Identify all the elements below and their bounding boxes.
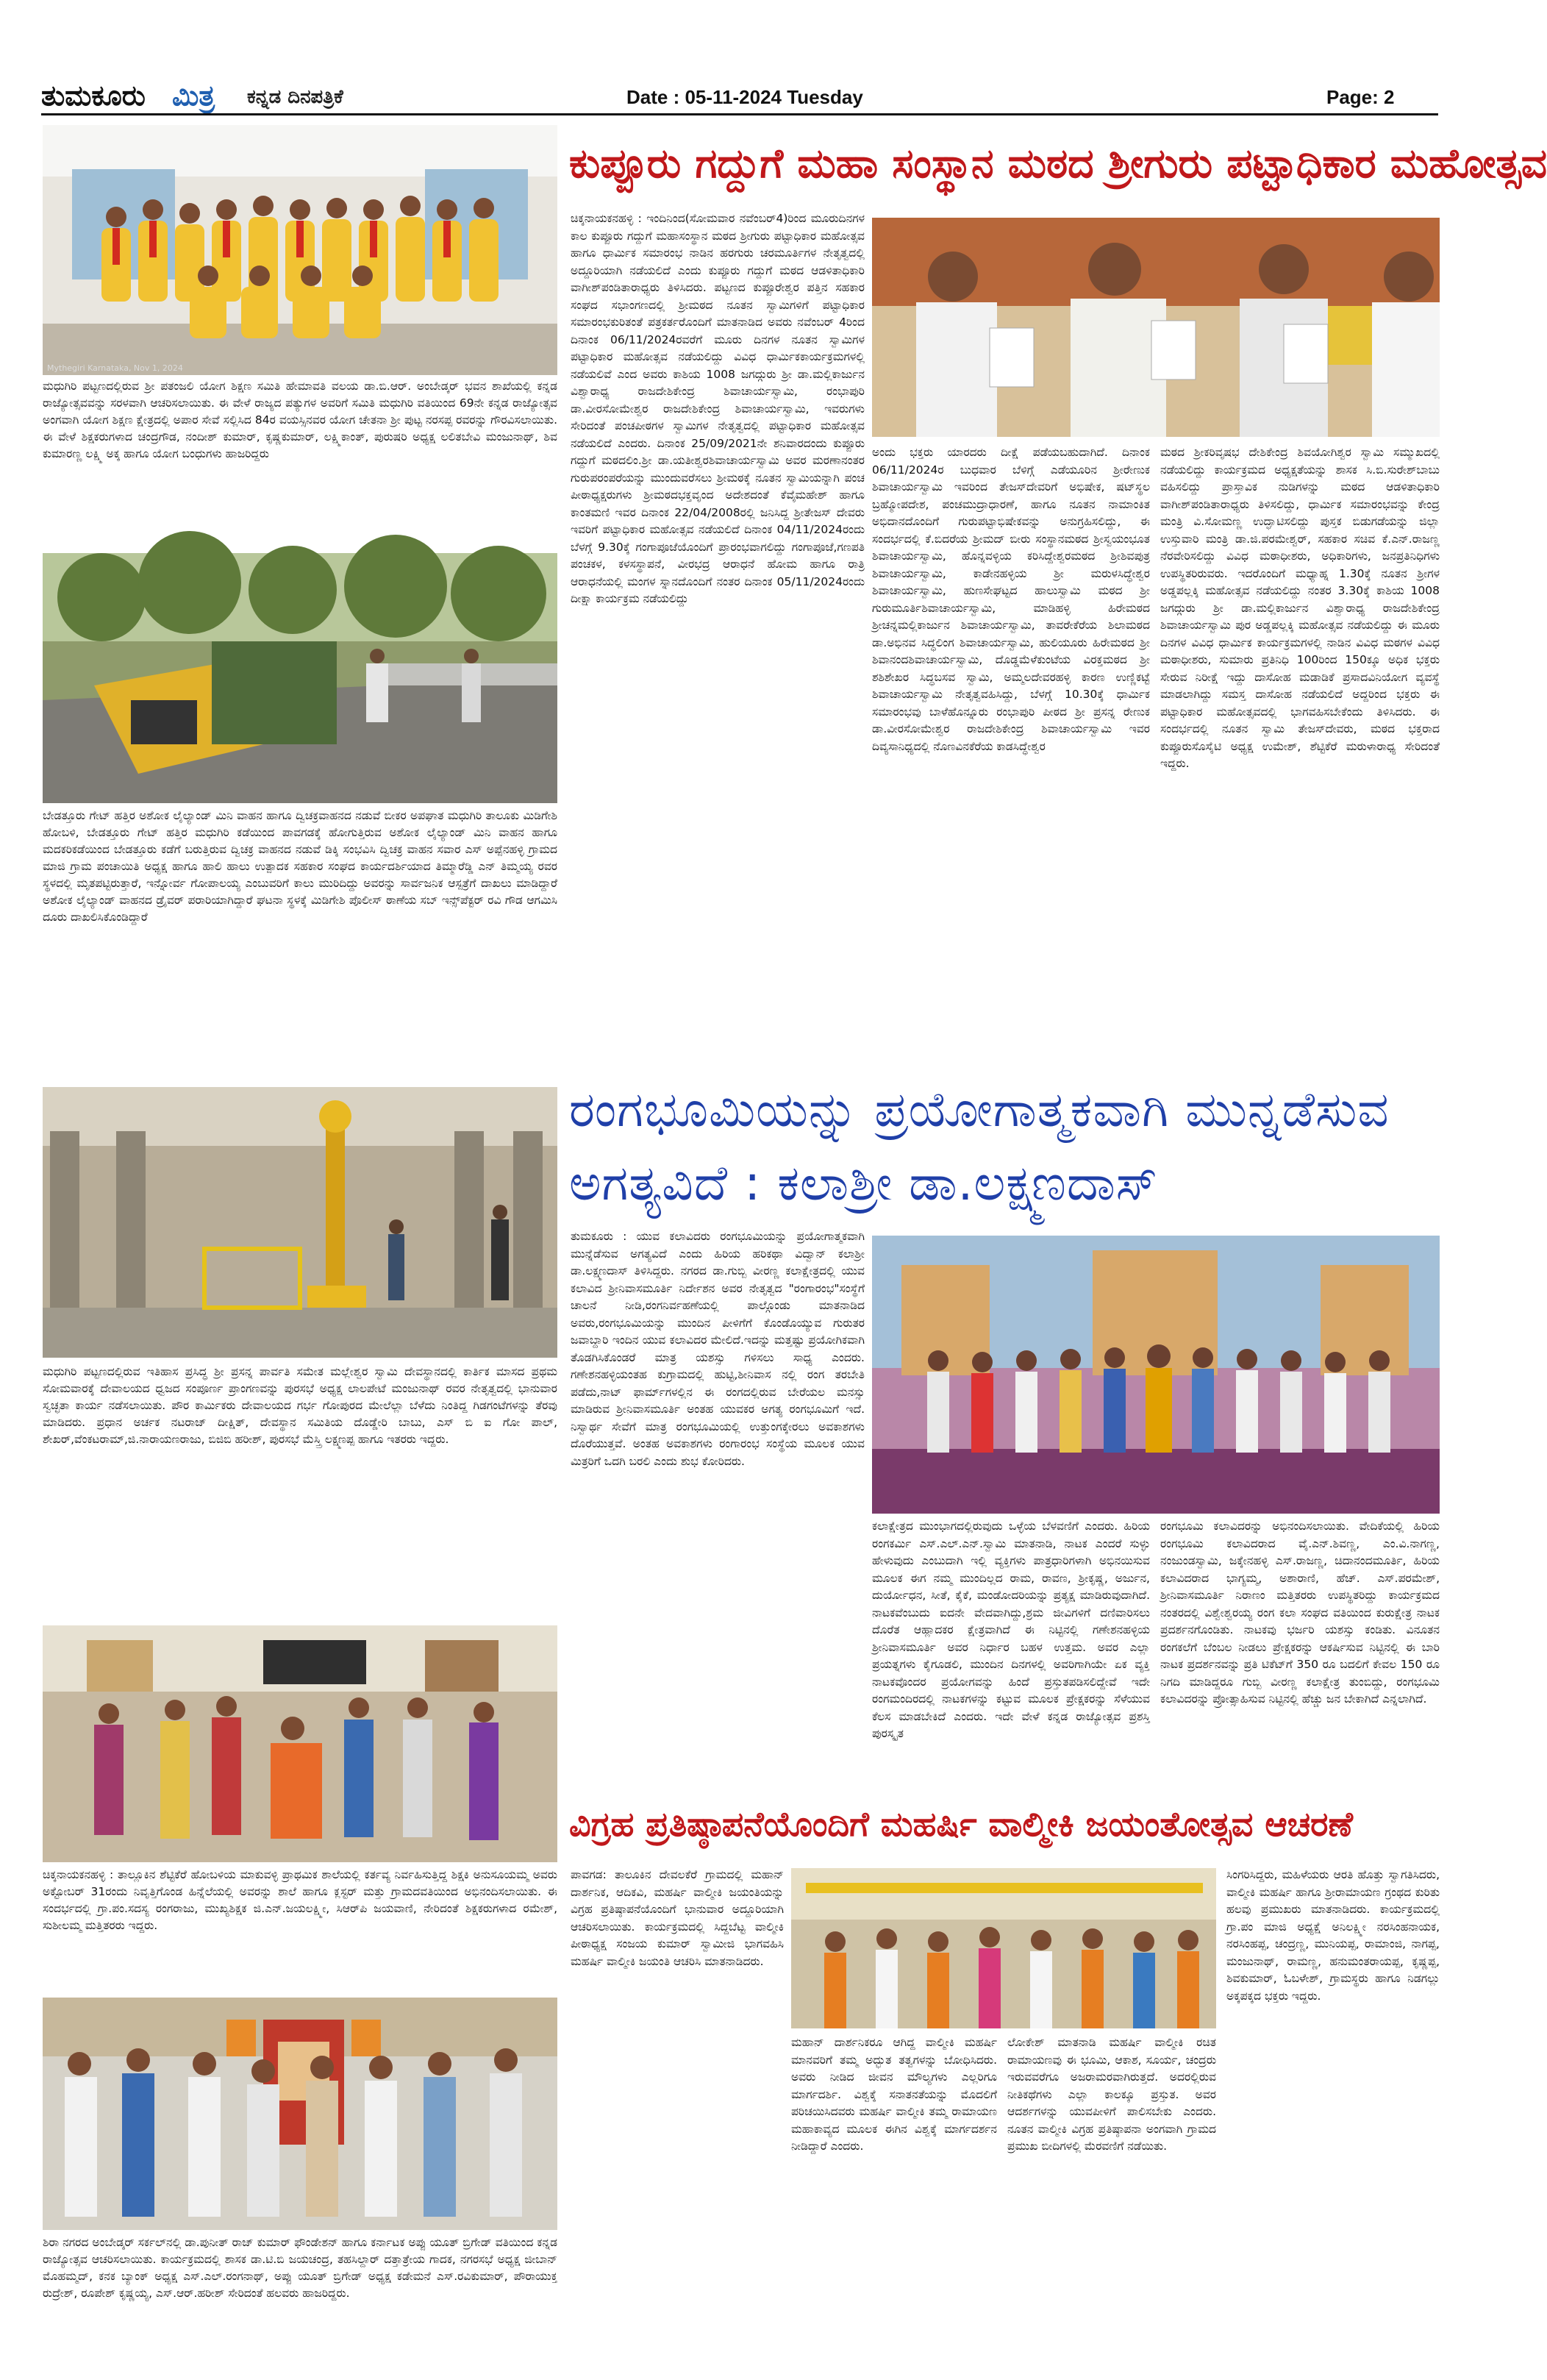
masthead-logo-tumakuru: ತುಮಕೂರು bbox=[41, 79, 146, 112]
article-valmiki-col4: ಸಿಂಗರಿಸಿದ್ದರು, ಮಹಿಳೆಯರು ಆರತಿ ಹೊತ್ತು ಸ್ವಾಗತಿಸಿದರು, ವಾಲ್ಮೀಕಿ ಮಹರ್ಷಿ ಹಾಗೂ ಶ್ರೀರಾಮಾಯಣ ಗ್ರಂಥದ ಕುರಿತು ಹಲವು ಪ್ರಮುಖರು ಮಾತನಾಡಿದರು. ಕಾರ್ಯಕ್ರಮದಲ್ಲಿ ಗ್ರಾ.ಪಂ ಮಾಜಿ ಅಧ್ಯಕ್ಷೆ ಅನಿಲಕ್ಷ್ಮೀ ನರಸಿಂಹನಾಯಕ, ನರಸಿಂಹಪ್ಪ, ಚಂದ್ರಣ್ಣ, ಮುನಿಯಪ್ಪ, ರಾಮಾಂಜಿ, ನಾಗಪ್ಪ, ಮಂಜುನಾಥ್, ರಾಮಣ್ಣ, ಹನುಮಂತರಾಯಪ್ಪ, ಕೃಷ್ಣಪ್ಪ, ಶಿವಕುಮಾರ್, ಓಬಳೇಶ್, ಗ್ರಾಮಸ್ಥರು ಹಾಗೂ ನಿಡಗಲ್ಲು ಅಕ್ಕಪಕ್ಕದ ಭಕ್ತರು ಇದ್ದರು. bbox=[1226, 1868, 1440, 2003]
caption-appu-brigade: ಶಿರಾ ನಗರದ ಅಂಬೇಡ್ಕರ್ ಸರ್ಕಲ್‌ನಲ್ಲಿ ಡಾ.ಪುನೀತ್ ರಾಜ್ ಕುಮಾರ್ ಫೌಂಡೇಶನ್ ಹಾಗೂ ಕರ್ನಾಟಕ ಅಪ್ಪು ಯೂತ್ ಬ್ರಿಗೇಡ್ ವತಿಯಿಂದ ಕನ್ನಡ ರಾಜ್ಯೋತ್ಸವ ಆಚರಿಸಲಾಯಿತು. ಕಾರ್ಯಕ್ರಮದಲ್ಲಿ ಶಾಸಕ ಡಾ.ಟಿ.ಬಿ ಜಯಚಂದ್ರ, ತಹಸಿಲ್ದಾರ್ ದತ್ತಾತ್ರೇಯ ಗಾದಕ, ನಗರಸಭೆ ಅಧ್ಯಕ್ಷ ಜೀಬಾನ್ ಮೊಹಮ್ಮದ್, ಕನಕ ಬ್ಯಾಂಕ್ ಅಧ್ಯಕ್ಷ ಎಸ್.ಎಲ್.ರಂಗನಾಥ್, ಅಪ್ಪು ಯೂತ್ ಬ್ರಿಗೇಡ್ ಅಧ್ಯಕ್ಷ ಕಡೇಮನೆ ಎಸ್.ರವಿಕುಮಾರ್, ಪೌರಾಯುಕ್ತ ರುದ್ರೇಶ್, ರೂಪೇಶ್ ಕೃಷ್ಣಯ್ಯ, ಎಸ್.ಆರ್.ಹರೀಶ್ ಸೇರಿದಂತೆ ಹಲವರು ಹಾಜರಿದ್ದರು. bbox=[43, 2236, 557, 2300]
article-valmiki-col1: ಪಾವಗಡ: ತಾಲೂಕಿನ ದೇವಲಕೆರೆ ಗ್ರಾಮದಲ್ಲಿ ಮಹಾನ್ ದಾರ್ಶನಿಕ, ಆದಿಕವಿ, ಮಹರ್ಷಿ ವಾಲ್ಮೀಕಿ ಜಯಂತಿಯನ್ನು ವಿಗ್ರಹ ಪ್ರತಿಷ್ಠಾಪನೆಯೊಂದಿಗೆ ಭಾನುವಾರ ಅದ್ದೂರಿಯಾಗಿ ಆಚರಿಸಲಾಯಿತು. ಕಾರ್ಯಕ್ರಮದಲ್ಲಿ ಸಿದ್ದಬೆಟ್ಟ ವಾಲ್ಮೀಕಿ ಪೀಠಾಧ್ಯಕ್ಷ ಸಂಜಯ ಕುಮಾರ್ ಸ್ವಾಮೀಜಿ ಭಾಗವಹಿಸಿ ಮಹರ್ಷಿ ವಾಲ್ಮೀಕಿ ಜಯಂತಿ ಆಚರಿಸಿ ಮಾತನಾಡಿದರು. bbox=[571, 1868, 784, 1968]
photo-temple-cleaning bbox=[43, 1087, 557, 1358]
headline-rangabhoomi-line2: ಅಗತ್ಯವಿದೆ : ಕಲಾಶ್ರೀ ಡಾ.ಲಕ್ಷ್ಮಣದಾಸ್ bbox=[569, 1155, 1159, 1211]
photo-appu-brigade bbox=[43, 1998, 557, 2230]
article-rangabhoomi-intro: ತುಮಕೂರು : ಯುವ ಕಲಾವಿದರು ರಂಗಭೂಮಿಯನ್ನು ಪ್ರಯೋಗಾತ್ಮಕವಾಗಿ ಮುನ್ನೆಡೆಸುವ ಅಗತ್ಯವಿದೆ ಎಂದು ಹಿರಿಯ ಹರಿಕಥಾ ವಿದ್ವಾನ್ ಕಲಾಶ್ರೀ ಡಾ.ಲಕ್ಷ್ಮಣದಾಸ್ ತಿಳಿಸಿದ್ದರು. ನಗರದ ಡಾ.ಗುಬ್ಬಿ ವೀರಣ್ಣ ಕಲಾಕ್ಷೇತ್ರದಲ್ಲಿ ಯುವ ಕಲಾವಿದ ಶ್ರೀನಿವಾಸಮೂರ್ತಿ ನಿರ್ದೇಶನ ಅವರ ನೇತೃತ್ವದ "ರಂಗಾರಂಭ"ಸಂಸ್ಥೆಗೆ ಚಾಲನೆ ನೀಡಿ,ರಂಗನಿರ್ವಹಣೆಯಲ್ಲಿ ಪಾಲ್ಗೊಂಡು ಮಾತನಾಡಿದ ಅವರು,ರಂಗಭೂಮಿಯನ್ನು ಮುಂದಿನ ಪೀಳಿಗೆಗೆ ಕೊಂಡೊಯ್ಯುವ ಗುರುತರ ಜವಾಬ್ದಾರಿ ಇಂದಿನ ಯುವ ಕಲಾವಿದರ ಮೇಲಿದೆ.ಇದನ್ನು ಮತ್ತಷ್ಟು ಪ್ರಯೋಗಿಕವಾಗಿ ತೊಡಗಿಸಿಕೊಂಡರೆ ಮಾತ್ರ ಯಶಸ್ಸು ಗಳಿಸಲು ಸಾಧ್ಯ ಎಂದರು. ಗಣೇಶನಹಳ್ಳಿಯಂತಹ ಕುಗ್ರಾಮದಲ್ಲಿ ಹುಟ್ಟಿ,ಶೀನಿವಾಸ ನಲ್ಲಿ ರಂಗ ತರಬೇತಿ ಪಡೆದು,ನಾಟ್ ಫಾರ್ಮ್‌ಗಳಲ್ಲಿನ ಈ ರಂಗದಲ್ಲಿರುವ ಬೇರೆಯಲ ಮನಸ್ಸು ಮಾಡಿರುವ ಶ್ರೀನಿವಾಸಮೂರ್ತಿ ಅಂತಹ ಯುವಕರ ಅಗತ್ಯ ರಂಗಭೂಮಿಗೆ ಇದೆ. ನಿಸ್ವಾರ್ಥ ಸೇವೆಗೆ ಮಾತ್ರ ರಂಗಭೂಮಿಯಲ್ಲಿ ಉತ್ತುಂಗಕ್ಕೇರಲು ಅವಕಾಶಗಳು ದೊರೆಯುತ್ತವೆ. ಅಂತಹ ಅವಕಾಶಗಳು ರಂಗಾರಂಭ ಸಂಸ್ಥೆಯ ಮೂಲಕ ಯುವ ಮಿತ್ರರಿಗೆ ಒದಗಿ ಬರಲಿ ಎಂದು ಶುಭ ಕೋರಿದರು. bbox=[571, 1230, 865, 1468]
page-number: Page: 2 bbox=[1326, 86, 1395, 108]
caption-yoga: ಮಧುಗಿರಿ ಪಟ್ಟಣದಲ್ಲಿರುವ ಶ್ರೀ ಪತಂಜಲಿ ಯೋಗ ಶಿಕ್ಷಣ ಸಮಿತಿ ಹೇಮಾವತಿ ವಲಯ ಡಾ.ಬಿ.ಆರ್. ಅಂಬೇಡ್ಕರ್ ಭವನ ಶಾಖೆಯಲ್ಲಿ ಕನ್ನಡ ರಾಜ್ಯೋತ್ಸವವನ್ನು ಸರಳವಾಗಿ ಆಚರಿಸಲಾಯಿತು. ಈ ವೇಳೆ ರಾಜ್ಯದ ಪತ್ಯುಗಳ ಅವರಿಗೆ ಸಮಿತಿ ಮಧುಗಿರಿ ವತಿಯಿಂದ 69ನೇ ಕನ್ನಡ ರಾಜ್ಯೋತ್ಸವ ಅಂಗವಾಗಿ ಯೋಗ ಶಿಕ್ಷಣ ಕ್ಷೇತ್ರದಲ್ಲಿ ಅಪಾರ ಸೇವೆ ಸಲ್ಲಿಸಿದ 84ರ ವಯಸ್ಸಿನವರ ಯೋಗ ಚೇತನಾ ಶ್ರೀ ಪುಟ್ಟ ನರಸಪ್ಪ ರವರನ್ನು ಗೌರವಿಸಲಾಯಿತು. ಈ ವೇಳೆ ಶಿಕ್ಷಕರುಗಳಾದ ಚಂದ್ರಗೌಡ, ನಂದೀಶ್ ಕುಮಾರ್, ಕೃಷ್ಣಕುಮಾರ್, ಲಕ್ಷ್ಮಿಕಾಂತ್, ಪುರುಷರಿ ಅಧ್ಯಕ್ಷ ಲಲಿತಬೇವಿ ಮಂಜುನಾಥ್, ಶಿವ ಕುಮಾರಣ್ಣ ಲಕ್ಷ್ಮಿ ಅಕ್ಕ ಹಾಗೂ ಯೋಗ ಬಂಧುಗಳು ಹಾಜರಿದ್ದರು bbox=[43, 380, 557, 460]
photo-valmiki-procession bbox=[791, 1868, 1216, 2028]
article-valmiki-col2: ಮಹಾನ್ ದಾರ್ಶನಿಕರೂ ಆಗಿದ್ದ ವಾಲ್ಮೀಕಿ ಮಹರ್ಷಿ ಮಾನವರಿಗೆ ತಮ್ಮ ಅದ್ಭುತ ತತ್ವಗಳನ್ನು ಬೋಧಿಸಿದರು. ಅವರು ನೀಡಿದ ಜೀವನ ಮೌಲ್ಯಗಳು ಎಲ್ಲರಿಗೂ ಮಾರ್ಗದರ್ಶಿ. ವಿಶ್ವಕ್ಕೆ ಸನಾತನತೆಯನ್ನು ಮೊದಲಿಗೆ ಪರಿಚಯಿಸಿದವರು ಮಹರ್ಷಿ ವಾಲ್ಮೀಕಿ ತಮ್ಮ ರಾಮಾಯಣ ಮಹಾಕಾವ್ಯದ ಮೂಲಕ ಈಗಿನ ವಿಶ್ವಕ್ಕೆ ಮಾರ್ಗದರ್ಶನ ನೀಡಿದ್ದಾರೆ ಎಂದರು. bbox=[791, 2036, 997, 2153]
photo-watermark: Mythegiri Karnataka, Nov 1, 2024 bbox=[47, 363, 183, 373]
masthead-tagline: ಕನ್ನಡ ದಿನಪತ್ರಿಕೆ bbox=[247, 86, 343, 108]
article-rangabhoomi-right: ರಂಗಭೂಮಿ ಕಲಾವಿದರನ್ನು ಅಭಿನಂದಿಸಲಾಯಿತು. ವೇದಿಕೆಯಲ್ಲಿ ಹಿರಿಯ ರಂಗಭೂಮಿ ಕಲಾವಿದರಾದ ವೈ.ಎನ್.ಶಿವಣ್ಣ, ಎಂ.ವಿ.ನಾಗಣ್ಣ, ನಂಜುಂಡಸ್ವಾಮಿ, ಜಕ್ಕೇನಹಳ್ಳಿ ಎಸ್.ರಾಜಣ್ಣ, ಚಿದಾನಂದಮೂರ್ತಿ, ಹಿರಿಯ ಕಲಾವಿದರಾದ ಭಾಗ್ಯಮ್ಮ, ಅಶಾರಾಣಿ, ಹೆಚ್. ಎಸ್.ಪರಮೇಶ್, ಶ್ರೀನಿವಾಸಮೂರ್ತಿ ನಿರಾಣಂ ಮತ್ತಿತರರು ಉಪಸ್ಥಿತರಿದ್ದು ಕಾರ್ಯಕ್ರಮದ ನಂತರದಲ್ಲಿ ವಿಶ್ವೇಶ್ವರಯ್ಯ ರಂಗ ಕಲಾ ಸಂಘದ ವತಿಯಿಂದ ಕುರುಕ್ಷೇತ್ರ ನಾಟಕ ಪ್ರದರ್ಶನಗೊಂಡಿತು. ನಾಟಕವು ಭರ್ಜರಿ ಯಶಸ್ಸು ಕಂಡಿತು. ವಿನೂತನ ರಂಗಕಲೆಗೆ ಬೆಂಬಲ ನೀಡಲು ಪ್ರೇಕ್ಷಕರನ್ನು ಆಕರ್ಷಿಸುವ ನಿಟ್ಟಿನಲ್ಲಿ ಈ ಬಾರಿ ನಾಟಕ ಪ್ರದರ್ಶನವನ್ನು ಪ್ರತಿ ಟಿಕೆಟ್‌ಗೆ 350 ರೂ ಬದಲಿಗೆ ಕೇವಲ 150 ರೂ ನಿಗದಿ ಮಾಡಿದ್ದರೂ ಗುಬ್ಬಿ ವೀರಣ್ಣ ಕಲಾಕ್ಷೇತ್ರ ತುಂಬಿದ್ದು, ರಂಗಭೂಮಿ ಕಲಾವಿದರನ್ನು ಪ್ರೋತ್ಸಾಹಿಸುವ ನಿಟ್ಟಿನಲ್ಲಿ ಹೆಚ್ಚು ಜನ ಬೇಕಾಗಿದೆ ಎನ್ನಲಾಗಿದೆ. bbox=[1160, 1519, 1440, 1706]
article-kuppur-col1: ಚಿಕ್ಕನಾಯಕನಹಳ್ಳಿ : ಇಂದಿನಿಂದ(ಸೋಮವಾರ ನವೆಂಬರ್4)ರಿಂದ ಮೂರುದಿನಗಳ ಕಾಲ ಕುಪ್ಪೂರು ಗದ್ದುಗೆ ಮಹಾಸಂಸ್ಥಾನ ಮಠದ ಶ್ರೀಗುರು ಪಟ್ಟಾಧಿಕಾರ ಮಹೋತ್ಸವ ಹಾಗೂ ಧಾರ್ಮಿಕ ಸಮಾರಂಭ ನಾಡಿನ ಹರಗುರು ಚರಮೂರ್ತಿಗಳ ನೇತೃತ್ವದಲ್ಲಿ ಅದ್ದೂರಿಯಾಗಿ ನಡೆಯಲಿದೆ ಎಂದು ಕುಪ್ಪೂರು ಗದ್ದುಗೆ ಮಠದ ಆಡಳಿತಾಧಿಕಾರಿ ವಾಗೀಶ್‌ಪಂಡಿತಾರಾಧ್ಯರು ತಿಳಿಸಿದರು. ಪಟ್ಟಣದ ಕುಪ್ಪೂರೇಶ್ವರ ಪತ್ತಿನ ಸಹಕಾರ ಸಂಘದ ಸಭಾಂಗಣದಲ್ಲಿ ಶ್ರೀಮಠದ ನೂತನ ಸ್ವಾಮಿಗಳಿಗೆ ಪಟ್ಟಾಧಿಕಾರ ಸಮಾರಂಭಕುರಿತಂತೆ ಪತ್ರಕರ್ತರೊಂದಿಗೆ ಮಾತನಾಡಿದ ಅವರು ನವೆಂಬರ್ 4ರಿಂದ ದಿನಾಂಕ 06/11/2024ರವರೆಗೆ ಮೂರು ದಿನಗಳ ನೂತನ ಸ್ವಾಮಿಗಳ ಪಟ್ಟಾಧಿಕಾರ ಮಹೋತ್ಸವ ನಡೆಯಲಿದ್ದು ವಿವಿಧ ಧಾರ್ಮಿಕಕಾರ್ಯಕ್ರಮಗಳಲ್ಲಿ ನಡೆಯಲಿವೆ ಎಂದ ಅವರು ಕಾಶಿಯ 1008 ಜಗದ್ಗುರು ಶ್ರೀ ಡಾ.ಮಲ್ಲಿಕಾರ್ಜುನ ವಿಶ್ವಾರಾಧ್ಯ ರಾಜದೇಶಿಕೇಂದ್ರ ಶಿವಾಚಾರ್ಯಸ್ವಾಮಿ, ರಂಭಾಪುರಿ ಡಾ.ವೀರಸೋಮೇಶ್ವರ ರಾಜದೇಶಿಕೇಂದ್ರ ಶಿವಾಚಾರ್ಯಸ್ವಾಮಿ, ಇವರುಗಳು ಸೇರಿದಂತೆ ಪಂಚಪೀಠಗಳ ಸ್ವಾಮಿಗಳ ನೇತೃತ್ವದಲ್ಲಿ ಪಟ್ಟಾಧಿಕಾರ ಮಹೋತ್ಸವ ನಡೆಯಲಿದೆ ಎಂದರು. ದಿನಾಂಕ 25/09/2021ನೇ ಶನಿವಾರದಂದು ಕುಪ್ಪೂರು ಗದ್ದುಗೆ ಮಠದಲಿಂ.ಶ್ರೀ ಡಾ.ಯತೀಶ್ವರಶಿವಾಚಾರ್ಯಸ್ವಾಮಿ ಅವರ ಮರಣಾನಂತರ ಗುರುಪರಂಪರೆಯನ್ನು ಮುಂದುವರೆಸಲು ಶ್ರೀಮಠಕ್ಕೆ ನೂತನ ಸ್ವಾಮಿಯನ್ನಾಗಿ ಪಂಚ ಪೀಠಾಧ್ಯಕ್ಷರುಗಳು ಶ್ರೀಮಠದಭಕ್ತವೃಂದ ಅದೇಶದಂತೆ ಕೆವೈಮಹೇಶ್ ಹಾಗೂ ಕಾಂತಮಣಿ ಇವರ ದಿನಾಂಕ 22/04/2008ರಲ್ಲಿ ಜನಿಸಿದ್ದ ಶ್ರೀತೇಜಸ್ ದೇವರು ಇವರಿಗೆ ಪಟ್ಟಾಧಿಕಾರ ಮಹೋತ್ಸವ ನಡೆಯಲಿದೆ ದಿನಾಂಕ 04/11/2024ರಂದು ಬೆಳಗ್ಗೆ 9.30ಕ್ಕೆ ಗಂಗಾಪೂಜೆಯೊಂದಿಗೆ ಪ್ರಾರಂಭವಾಗಲಿದ್ದು ಗಂಗಾಪೂಜೆ,ಗಣಪತಿ ಪಂಚಕಳ, ಕಳಸಸ್ಥಾಪನೆ, ವೀರಭದ್ರ ಆರಾಧನೆ ಹೋಮ ಹಾಗೂ ರಾತ್ರಿ ಆರಾಧನೆಯಲ್ಲಿ ಮಂಗಳ ಸ್ನಾನದೊಂದಿಗೆ ನಂತರ ದಿನಾಂಕ 05/11/2024ರಂದು ದೀಕ್ಷಾ ಕಾರ್ಯಕ್ರಮ ನಡೆಯಲಿದ್ದು bbox=[571, 212, 865, 605]
issue-date: Date : 05-11-2024 Tuesday bbox=[626, 86, 863, 108]
caption-accident: ಬೇಡತ್ತೂರು ಗೇಟ್ ಹತ್ತಿರ ಅಶೋಕ ಲೈಲ್ಯಾಂಡ್ ಮಿನಿ ವಾಹನ ಹಾಗೂ ದ್ವಿಚಕ್ರವಾಹನದ ನಡುವೆ ಬೀಕರ ಅಪಘಾತ ಮಧುಗಿರಿ ತಾಲೂಕು ಮಿಡಿಗೇಶಿ ಹೋಬಳಿ, ಬೇಡತ್ತೂರು ಗೇಟ್ ಹತ್ತಿರ ಮಧುಗಿರಿ ಕಡೆಯಿಂದ ಪಾವಗಡಕ್ಕೆ ಹೋಗುತ್ತಿರುವ ಅಶೋಕ ಲೈಲ್ಯಾಂಡ್ ಮಿನಿ ವಾಹನ ಹಾಗೂ ಮದಕರಿಕಡೆಯಿಂದ ಬೇಡತ್ತೂರು ಕಡೆಗೆ ಬರುತ್ತಿರುವ ದ್ವಿಚಕ್ರ ವಾಹನದ ನಡುವೆ ಡಿಕ್ಕಿ ಸಂಭವಿಸಿ ದ್ವಿಚಕ್ರ ವಾಹನ ಸವಾರ ಎಸ್ ಅಪ್ಪೆನಹಳ್ಳಿ ಗ್ರಾಮದ ಮಾಜಿ ಗ್ರಾಮ ಪಂಚಾಯಿತಿ ಅಧ್ಯಕ್ಷ ಹಾಗೂ ಹಾಲಿ ಹಾಲು ಉತ್ಪಾದಕ ಸಹಕಾರ ಸಂಘದ ಕಾರ್ಯದರ್ಶಿಯಾದ ತಿಮ್ಮಾರೆಡ್ಡಿ ಎನ್ ತಿಮ್ಮಯ್ಯ ರವರ ಸ್ಥಳದಲ್ಲಿ ಮೃತಪಟ್ಟಿರುತ್ತಾರೆ, ಇನ್ನೋರ್ವ ಗೋಪಾಲಯ್ಯ ಎಂಬುವರಿಗೆ ಕಾಲು ಮುರಿದಿದ್ದು ಅವರನ್ನು ಸಾರ್ವಜನಿಕ ಆಸ್ಪತ್ರೆಗೆ ದಾಖಲು ಮಾಡಿದ್ದಾರೆ ಅಶೋಕ ಲೈಲ್ಯಾಂಡ್ ವಾಹನದ ಡ್ರೈವರ್ ಪರಾರಿಯಾಗಿದ್ದಾರೆ ಘಟನಾ ಸ್ಥಳಕ್ಕೆ ಮಿಡಿಗೇಶಿ ಪೊಲೀಸ್ ಠಾಣೆಯ ಸಬ್ ಇನ್ಸ್‌ಪೆಕ್ಟರ್ ರವಿ ಗೌಡ ಆಗಮಿಸಿ ದೂರು ದಾಖಲಿಸಿಕೊಂಡಿದ್ದಾರೆ bbox=[43, 809, 557, 924]
caption-teacher: ಚಿಕ್ಕನಾಯಕನಹಳ್ಳಿ : ತಾಲ್ಲೂಕಿನ ಶೆಟ್ಟಿಕೆರೆ ಹೋಬಳಿಯ ಮಾಕುವಳ್ಳಿ ಪ್ರಾಥಮಿಕ ಶಾಲೆಯಲ್ಲಿ ಕರ್ತವ್ಯ ನಿರ್ವಹಿಸುತ್ತಿದ್ದ ಶಿಕ್ಷಕಿ ಅನುಸೂಯಮ್ಮ ಅವರು ಅಕ್ಟೋಬರ್ 31ರಂದು ನಿವೃತ್ತಿಗೊಂಡ ಹಿನ್ನೆಲೆಯಲ್ಲಿ ಅವರನ್ನು ಶಾಲೆ ಹಾಗೂ ಕ್ಲಸ್ಟರ್ ಮತ್ತು ಗ್ರಾಮದವತಿಯಿಂದ ಅಭಿನಂದಿಸಲಾಯಿತು. ಈ ಸಂದರ್ಭದಲ್ಲಿ ಗ್ರಾ.ಪಂ.ಸದಸ್ಯ ರಂಗರಾಜು, ಮುಖ್ಯಶಿಕ್ಷಕ ಜಿ.ಎನ್.ಜಯಲಕ್ಷ್ಮೀ, ಸಿಆರ್‌ಪಿ ಜಯವಾಣಿ, ನೇರಿದಂತೆ ಶಿಕ್ಷಕರುಗಳಾದ ರಮೇಶ್, ಸುಶೀಲಮ್ಮ ಮತ್ತಿತರರು ಇದ್ದರು. bbox=[43, 1868, 557, 1932]
photo-accident bbox=[43, 553, 557, 803]
article-kuppur-col3: ಮಠದ ಶ್ರೀಕರಿವೃಷಭ ದೇಶಿಕೇಂದ್ರ ಶಿವಯೋಗಿಶ್ವರ ಸ್ವಾಮಿ ಸಮ್ಮುಖದಲ್ಲಿ ನಡೆಯಲಿದ್ದು ಕಾರ್ಯಕ್ರಮದ ಅಧ್ಯಕ್ಷತೆಯನ್ನು ಶಾಸಕ ಸಿ.ಬಿ.ಸುರೇಶ್‌ಬಾಬು ವಹಿಸಲಿದ್ದು ಪ್ರಾಸ್ತಾವಿಕ ನುಡಿಗಳನ್ನು ಮಠದ ಆಡಳಿತಾಧಿಕಾರಿ ವಾಗೀಶ್‌ಪಂಡಿತಾರಾಧ್ಯರು ತಿಳಿಸಲಿದ್ದು, ಧಾರ್ಮಿಕ ಸಮಾರಂಭವನ್ನು ಕೇಂದ್ರ ಮಂತ್ರಿ ವಿ.ಸೋಮಣ್ಣ ಉದ್ಘಾಟಿಸಲಿದ್ದು ಪುಸ್ತಕ ಬಿಡುಗಡೆಯನ್ನು ಜಿಲ್ಲಾ ಉಸ್ತುವಾರಿ ಮಂತ್ರಿ ಡಾ.ಜಿ.ಪರಮೇಶ್ವರ್, ಸಹಕಾರ ಸಚಿವ ಕೆ.ಎನ್.ರಾಜಣ್ಣ ನೆರವೇರಿಸಲಿದ್ದು ವಿವಿಧ ಮಠಾಧೀಶರು, ಅಧಿಕಾರಿಗಳು, ಜನಪ್ರತಿನಿಧಿಗಳು ಉಪಸ್ಥಿತರಿರುವರು. ಇದರೊಂದಿಗೆ ಮಧ್ಯಾಹ್ನ 1.30ಕ್ಕೆ ನೂತನ ಶ್ರೀಗಳ ಅಡ್ಡಪಲ್ಲಕ್ಕಿ ಮಹೋತ್ಸವ ನಡೆಯಲಿದ್ದು ನಂತರ 3.30ಕ್ಕೆ ಕಾಶಿಯ 1008 ಜಗದ್ಗುರು ಶ್ರೀ ಡಾ.ಮಲ್ಲಿಕಾರ್ಜುನ ವಿಶ್ವಾರಾಧ್ಯ ರಾಜದೇಶಿಕೇಂದ್ರ ಶಿವಾಚಾರ್ಯಸ್ವಾಮಿ ಪುರ ಅಡ್ಡಪಲ್ಲಕ್ಕಿ ಮಹೋತ್ಸವ ನಡೆಯಲಿದ್ದು ಈ ಮೂರು ದಿನಗಳ ವಿವಿಧ ಧಾರ್ಮಿಕ ಕಾರ್ಯಕ್ರಮಗಳಲ್ಲಿ ನಾಡಿನ ವಿವಿಧ ಮಠಗಳ ವಿವಿಧ ಮಠಾಧೀಶರು, ಸುಮಾರು ಪ್ರತಿನಿಧಿ 100ರಿಂದ 150ಕ್ಕೂ ಅಧಿಕ ಭಕ್ತರು ಸೇರುವ ನಿರೀಕ್ಷೆ ಇದ್ದು ದಾಸೋಹ ಮಡಾಡಿಕೆ ಪ್ರಸಾದವಿನಿಯೋಗ ವ್ಯವಸ್ಥೆ ಮಾಡಲಾಗಿದ್ದು ಸಮಸ್ತ ದಾಸೋಹ ನಡೆಯಲಿದೆ ಅದ್ದರಿಂದ ಭಕ್ತರು ಈ ಪಟ್ಟಾಧಿಕಾರ ಮಹೋತ್ಸವದಲ್ಲಿ ಭಾಗವಹಿಸಬೇಕೆಂದು ತಿಳಿಸಿದರು. ಈ ಸಂದರ್ಭದಲ್ಲಿ ನೂತನ ಸ್ವಾಮಿ ತೇಜಸ್‌ದೇವರು, ಮಠದ ಭಕ್ತರಾದ ಕುಪ್ಪೂರುಸೊಸೈಟಿ ಅಧ್ಯಕ್ಷ ಉಮೇಶ್, ಶೆಟ್ಟಿಕೆರೆ ಮರುಳಾರಾಧ್ಯ ಸೇರಿದಂತೆ ಇದ್ದರು. bbox=[1160, 446, 1440, 770]
photo-yoga-group bbox=[43, 125, 557, 375]
headline-valmiki-jayanti: ವಿಗ್ರಹ ಪ್ರತಿಷ್ಠಾಪನೆಯೊಂದಿಗೆ ಮಹರ್ಷಿ ವಾಲ್ಮೀಕಿ ಜಯಂತೋತ್ಸವ ಆಚರಣೆ bbox=[569, 1804, 1353, 1844]
caption-temple: ಮಧುಗಿರಿ ಪಟ್ಟಣದಲ್ಲಿರುವ ಇತಿಹಾಸ ಪ್ರಸಿದ್ಧ ಶ್ರೀ ಪ್ರಸನ್ನ ಪಾರ್ವತಿ ಸಮೇತ ಮಲ್ಲೇಶ್ವರ ಸ್ವಾಮಿ ದೇವಸ್ಥಾನದಲ್ಲಿ ಕಾರ್ತಿಕ ಮಾಸದ ಪ್ರಥಮ ಸೋಮವಾರಕ್ಕೆ ದೇವಾಲಯದ ಧ್ವಜದ ಸಂಪೂರ್ಣ ಪ್ರಾಂಗಣವನ್ನು ಪುರಸಭೆ ಅಧ್ಯಕ್ಷ ಲಾಲಪೇಟೆ ಮಂಜುನಾಥ್ ರವರ ನೇತೃತ್ವದಲ್ಲಿ ಭಾನುವಾರ ಸ್ವಚ್ಛತಾ ಕಾರ್ಯ ನಡೆಸಲಾಯಿತು. ಪೌರ ಕಾರ್ಮಿಕರು ದೇವಾಲಯದ ಗರ್ಭ ಗೋಪುರದ ಮೇಲೆಲ್ಲಾ ಬೆಳೆದು ನಿಂತಿದ್ದ ಗಿಡಗಂಟೆಗಳನ್ನು ತೆರವು ಮಾಡಿದರು. ಪ್ರಧಾನ ಅರ್ಚಕ ನಟರಾಜ್ ದೀಕ್ಷಿತ್, ದೇವಸ್ಥಾನ ಸಮಿತಿಯ ದೊಡ್ಡೇರಿ ಬಾಬು, ಎಸ್ ಬಿ ಐ ಗೋ ಪಾಲ್, ಶೇಖರ್,ವೆಂಕಟರಾಮ್,ಜಿ.ನಾರಾಯಣರಾಜು, ಬಿಜಿಬಿ ಹರೀಶ್, ಪುರಸಭೆ ಮೆಸ್ತ್ರಿ ಲಕ್ಷ್ಮಣಪ್ಪ ಹಾಗೂ ಇತರರು ಇದ್ದರು. bbox=[43, 1365, 557, 1446]
masthead-logo-mitra: ಮಿತ್ರ bbox=[172, 79, 215, 112]
photo-rangabhoomi-stage bbox=[872, 1236, 1440, 1514]
photo-kuppur-press-meet bbox=[872, 218, 1440, 437]
photo-teacher-retirement bbox=[43, 1625, 557, 1862]
masthead-rule bbox=[41, 113, 1438, 115]
article-kuppur-col2: ಅಂದು ಭಕ್ತರು ಯಾರದರು ದೀಕ್ಷೆ ಪಡೆಯಬಹುದಾಗಿದೆ. ದಿನಾಂಕ 06/11/2024ರ ಬುಧವಾರ ಬೆಳಿಗ್ಗೆ ಎಡೆಯೂರಿನ ಶ್ರೀರೇಣುಕ ಶಿವಾಚಾರ್ಯಸ್ವಾಮಿ ಇವರಿಂದ ತೇಜಸ್‌ದೇವರಿಗೆ ಅಭಿಷೇಕ, ಷಟ್‌ಸ್ಥಲ ಬ್ರಹ್ಮೋಪದೇಶ, ಪಂಚಮುದ್ರಾಧಾರಣೆ, ಹಾಗೂ ನೂತನ ನಾಮಾಂಕಿತ ಅಭಿದಾನದೊಂದಿಗೆ ಗುರುಪಟ್ಟಾಭಿಷೇಕವನ್ನು ಅನುಗ್ರಹಿಸಲಿದ್ದು, ಈ ಸಂದರ್ಭದಲ್ಲಿ ಕೆ.ಬಿದರೆಯ ಶ್ರೀಮದ್ ಬೀರು ಸಂಸ್ಥಾನಮಠದ ಶ್ರೀಸ್ವಯಂಭೂತ ಶಿವಾಚಾರ್ಯಸ್ವಾಮಿ, ಹೊನ್ನವಳ್ಳಿಯ ಕರಿಸಿದ್ದೇಶ್ವರಮಠದ ಶ್ರೀಶಿವಪುತ್ರ ಶಿವಾಚಾರ್ಯಸ್ವಾಮಿ, ಕಾಡೇನಹಳ್ಳಿಯ ಶ್ರೀ ಮರುಳಸಿದ್ಧೇಶ್ವರ ಶಿವಾಚಾರ್ಯಸ್ವಾಮಿ, ಹುಣಸೇಘಟ್ಟದ ಹಾಲುಸ್ವಾಮಿ ಮಠದ ಶ್ರೀ ಗುರುಮೂರ್ತಿಶಿವಾಚಾರ್ಯಸ್ವಾಮಿ, ಮಾಡಿಹಳ್ಳಿ ಹಿರೇಮಠದ ಶ್ರೀಚನ್ನಮಲ್ಲಿಕಾರ್ಜುನ ಶಿವಾಚಾರ್ಯಸ್ವಾಮಿ, ತಾವರೇಕೆರೆಯ ಶಿಲಾಮಠದ ಡಾ.ಅಭಿನವ ಸಿದ್ಧಲಿಂಗ ಶಿವಾಚಾರ್ಯಸ್ವಾಮಿ, ಹುಲಿಯೂರು ಹಿರೇಮಠದ ಶ್ರೀ ಶಿವಾನಂದಶಿವಾಚಾರ್ಯಸ್ವಾಮಿ, ದೊಡ್ಡಮೆಳೆಕುಂಟೆಯ ವಿರಕ್ತಮಠದ ಶ್ರೀ ಶಶಿಶೇಖರ ಸಿದ್ಧಬಸವ ಸ್ವಾಮಿ, ಅಮ್ಮಲದೇವರಹಳ್ಳಿ ಕಾರಣ ಉಣ್ಣಿಕಟ್ಟೆ ಶಿವಾಚಾರ್ಯಸ್ವಾಮಿ ನೇತೃತ್ವವಹಿಸಿದ್ದು, ಬೆಳಗ್ಗೆ 10.30ಕ್ಕೆ ಧಾರ್ಮಿಕ ಸಮಾರಂಭವು ಬಾಳೆಹೊನ್ನೂರು ರಂಭಾಪುರಿ ಪೀಠದ ಶ್ರೀ ಪ್ರಸನ್ನ ರೇಣುಕ ಡಾ.ವೀರಸೋಮೇಶ್ವರ ರಾಜದೇಶಿಕೇಂದ್ರ ಶಿವಾಚಾರ್ಯಸ್ವಾಮಿ ಇವರ ದಿವ್ಯಸಾನಿಧ್ಯದಲ್ಲಿ ನೊಣವಿನಕೆರೆಯ ಕಾಡಸಿದ್ಧೇಶ್ವರ bbox=[872, 446, 1150, 753]
headline-rangabhoomi-line1: ರಂಗಭೂಮಿಯನ್ನು ಪ್ರಯೋಗಾತ್ಮಕವಾಗಿ ಮುನ್ನಡೆಸುವ bbox=[569, 1081, 1390, 1138]
article-valmiki-col3: ಲೋಕೇಶ್ ಮಾತನಾಡಿ ಮಹರ್ಷಿ ವಾಲ್ಮೀಕಿ ರಚಿತ ರಾಮಾಯಣವು ಈ ಭೂಮಿ, ಆಕಾಶ, ಸೂರ್ಯ, ಚಂದ್ರರು ಇರುವವರೆಗೂ ಅಜರಾಮರವಾಗಿರುತ್ತದೆ. ಅದರಲ್ಲಿರುವ ನೀತಿಕಥೆಗಳು ಎಲ್ಲಾ ಕಾಲಕ್ಕೂ ಪ್ರಸ್ತುತ. ಅವರ ಆದರ್ಶಗಳನ್ನು ಯುವಪೀಳಿಗೆ ಪಾಲಿಸಬೇಕು ಎಂದರು. ನೂತನ ವಾಲ್ಮೀಕಿ ವಿಗ್ರಹ ಪ್ರತಿಷ್ಠಾಪನಾ ಅಂಗವಾಗಿ ಗ್ರಾಮದ ಪ್ರಮುಖ ಬೀದಿಗಳಲ್ಲಿ ಮೆರವಣಿಗೆ ನಡೆಯಿತು. bbox=[1007, 2036, 1216, 2153]
headline-kuppur-mutt: ಕುಪ್ಪೂರು ಗದ್ದುಗೆ ಮಹಾ ಸಂಸ್ಥಾನ ಮಠದ ಶ್ರೀಗುರು ಪಟ್ಟಾಧಿಕಾರ ಮಹೋತ್ಸವ bbox=[569, 140, 1547, 187]
article-rangabhoomi-mid: ಕಲಾಕ್ಷೇತ್ರದ ಮುಂಭಾಗದಲ್ಲಿರುವುದು ಒಳ್ಳೆಯ ಬೆಳವಣಿಗೆ ಎಂದರು. ಹಿರಿಯ ರಂಗಕರ್ಮಿ ಎಸ್.ಎಲ್.ಎನ್.ಸ್ವಾಮಿ ಮಾತನಾಡಿ, ನಾಟಕ ಎಂದರೆ ಸುಳ್ಳು ಹೇಳುವುದು ಎಂಬುದಾಗಿ ಇಲ್ಲಿ ವ್ಯಕ್ತಿಗಳು ಪಾತ್ರಧಾರಿಗಳಾಗಿ ಅಭಿನಯಿಸುವ ಮೂಲಕ ಈಗ ನಮ್ಮ ಮುಂದಿಲ್ಲದ ರಾಮ, ರಾವಣ, ಶ್ರೀಕೃಷ್ಣ, ಅರ್ಜುನ, ದುರ್ಯೋಧನ, ಸೀತೆ, ಕೈಕೆ, ಮಂಡೋದರಿಯನ್ನು ಪ್ರತ್ಯಕ್ಷ ಮಾಡಿರುವುದಾಗಿದೆ. ನಾಟಕವೆಂಬುದು ಐದನೇ ವೇದವಾಗಿದ್ದು,ಶ್ರಮ ಜೀವಿಗಳಿಗೆ ದಣಿವಾರಿಸಲು ದೊರೆತ ಆಹ್ಲಾದಕರ ಕ್ಷೇತ್ರವಾಗಿದೆ ಈ ನಿಟ್ಟಿನಲ್ಲಿ ಗಣೇಶನಹಳ್ಳಿಯ ಶ್ರೀನಿವಾಸಮೂರ್ತಿ ಅವರ ನಿರ್ಧಾರ ಬಹಳ ಉತ್ತಮ. ಅವರ ಎಲ್ಲಾ ಪ್ರಯತ್ನಗಳು ಕೈಗೂಡಲಿ, ಮುಂದಿನ ದಿನಗಳಲ್ಲಿ ಅವರಿಗಾಗಿಯೇ ಏಕ ವ್ಯಕ್ತಿ ನಾಟಕವೊಂದರ ಪ್ರಯೋಗವನ್ನು ಹಿಂದೆ ಪ್ರಸ್ತುತಪಡಿಸಲಿದ್ದೇವೆ ಇದೇ ರಂಗಮಂದಿರದಲ್ಲಿ ನಾಟಕಗಳನ್ನು ಕಟ್ಟುವ ಮೂಲಕ ಪ್ರೇಕ್ಷಕರನ್ನು ಸೆಳೆಯುವ ಕೆಲಸ ಮಾಡಬೇಕಿದೆ ಎಂದರು. ಇದೇ ವೇಳೆ ಕನ್ನಡ ರಾಜ್ಯೋತ್ಸವ ಪ್ರಶಸ್ತಿ ಪುರಸ್ಕೃತ bbox=[872, 1519, 1150, 1740]
